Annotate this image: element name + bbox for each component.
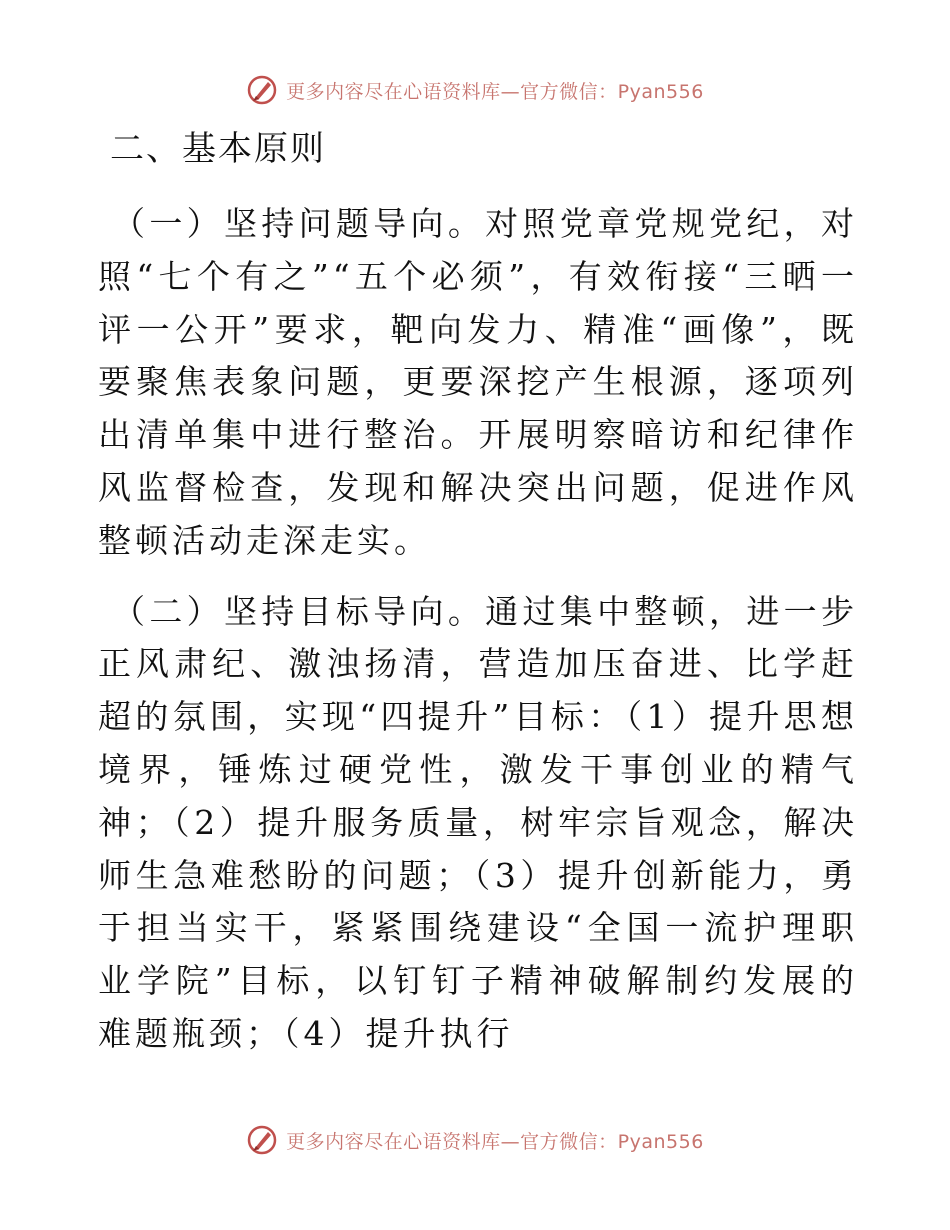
paragraph-goal-orientation: （二）坚持目标导向。通过集中整顿，进一步正风肃纪、激浊扬清，营造加压奋进、比学赶超的氛围，实现“四提升”目标：（1）提升思想境界，锤炼过硬党性，激发干事创业的精气神；（2）提升服务质量，树牢宗旨观念，解决师生急难愁盼的问题；（3）提升创新能力，勇于担当实干，紧紧围绕建设“全国一流护理职业学院”目标，以钉钉子精神破解制约发展的难题瓶颈；（4）提升执行 [98, 591, 858, 1053]
header-watermark-text: 更多内容尽在心语资料库—官方微信：Pyan556 [286, 80, 704, 103]
section-title: 二、基本原则 [110, 129, 326, 169]
header-watermark [0, 72, 950, 108]
footer-watermark [0, 1122, 950, 1158]
paragraph-problem-orientation: （一）坚持问题导向。对照党章党规党纪，对照“七个有之”“五个必须”，有效衔接“三晒一评一公开”要求，靶向发力、精准“画像”，既要聚焦表象问题，更要深挖产生根源，逐项列出清单集中进行整治。开展明察暗访和纪律作风监督检查，发现和解决突出问题，促进作风整顿活动走深走实。 [98, 204, 858, 560]
document-body [98, 124, 858, 1061]
footer-watermark-text: 更多内容尽在心语资料库—官方微信：Pyan556 [286, 1130, 704, 1153]
quill-logo-icon [246, 1124, 278, 1156]
quill-logo-icon [246, 74, 278, 106]
